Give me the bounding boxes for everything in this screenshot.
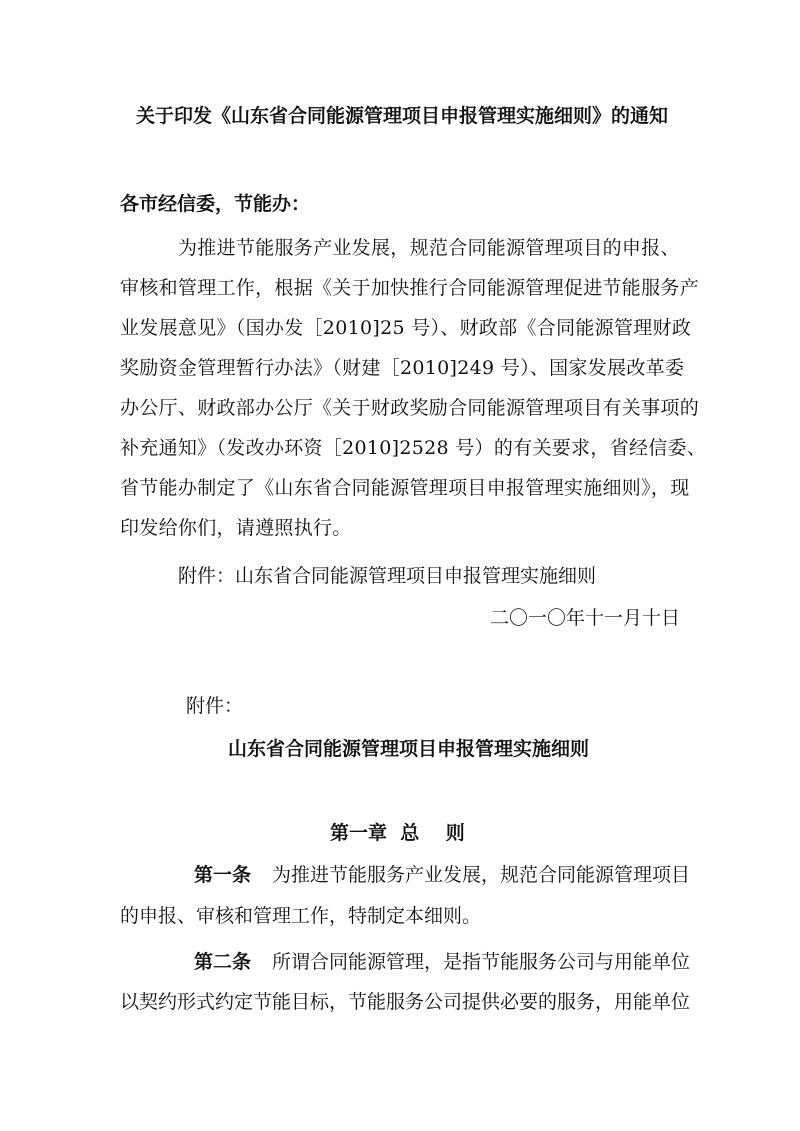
document-title: 关于印发《山东省合同能源管理项目申报管理实施细则》的通知	[136, 105, 669, 127]
body-line: 业发展意见》（国办发［2010]25 号）、财政部《合同能源管理财政	[120, 317, 692, 339]
attachment-label: 附件：	[186, 695, 244, 717]
body-line: 省节能办制定了《山东省合同能源管理项目申报管理实施细则》，现	[120, 477, 690, 499]
body-line: 印发给你们，请遵照执行。	[120, 517, 352, 539]
article-2-text: 以契约形式约定节能目标，节能服务公司提供必要的服务，用能单位	[120, 991, 691, 1013]
body-line: 审核和管理工作，根据《关于加快推行合同能源管理促进节能服务产	[120, 277, 700, 299]
body-line: 补充通知》（发改办环资［2010]2528 号）的有关要求，省经信委、	[120, 437, 707, 459]
body-line: 办公厅、财政部办公厅《关于财政奖励合同能源管理项目有关事项的	[120, 397, 700, 419]
attachment-title: 山东省合同能源管理项目申报管理实施细则	[228, 738, 590, 760]
body-line: 奖励资金管理暂行办法》（财建［2010]249 号）、国家发展改革委	[120, 357, 685, 379]
article-2-text: 所谓合同能源管理，是指节能服务公司与用能单位	[272, 951, 691, 973]
article-1-number: 第一条	[194, 864, 252, 886]
article-2-number: 第二条	[194, 951, 252, 973]
article-1-text: 的申报、审核和管理工作，特制定本细则。	[120, 905, 482, 927]
salutation: 各市经信委，节能办：	[120, 193, 311, 215]
attachment-note: 附件：山东省合同能源管理项目申报管理实施细则	[178, 565, 597, 587]
chapter-heading: 第一章 总 则	[330, 822, 465, 844]
document-date: 二〇一〇年十一月十日	[490, 607, 681, 629]
article-1-text: 为推进节能服务产业发展，规范合同能源管理项目	[272, 864, 691, 886]
body-line: 为推进节能服务产业发展，规范合同能源管理项目的申报、	[178, 237, 680, 259]
